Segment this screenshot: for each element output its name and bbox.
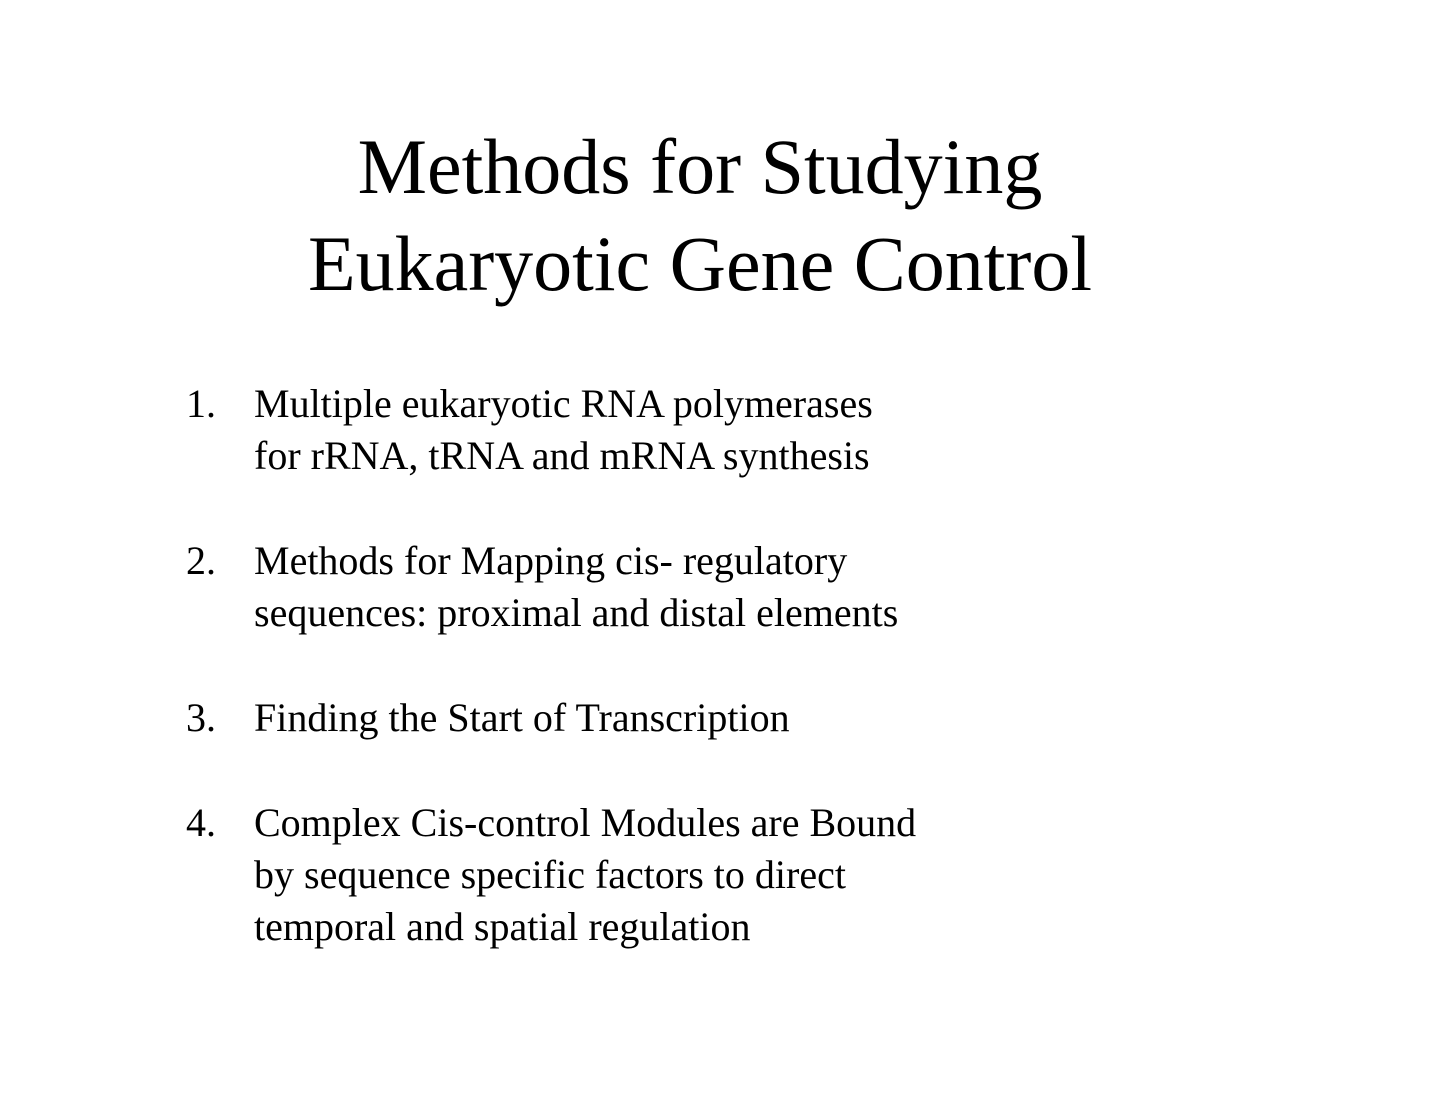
item-line: Methods for Mapping cis- regulatory [254, 538, 848, 583]
item-line: temporal and spatial regulation [254, 904, 751, 949]
item-text [254, 535, 1174, 639]
item-line: Complex Cis-control Modules are Bound [254, 800, 917, 845]
item-line: sequences: proximal and distal elements [254, 590, 899, 635]
item-text [254, 797, 1174, 953]
item-line: for rRNA, tRNA and mRNA synthesis [254, 433, 870, 478]
title-line-2: Eukaryotic Gene Control [307, 220, 1093, 307]
item-number: 1. [186, 381, 216, 426]
item-text [254, 378, 1174, 482]
item-text [254, 692, 1174, 744]
item-line: Multiple eukaryotic RNA polymerases [254, 381, 873, 426]
item-line: by sequence specific factors to direct [254, 852, 846, 897]
item-number: 2. [186, 538, 216, 583]
item-number: 4. [186, 800, 216, 845]
item-line: Finding the Start of Transcription [254, 695, 790, 740]
item-number: 3. [186, 695, 216, 740]
title-line-1: Methods for Studying [357, 123, 1043, 210]
